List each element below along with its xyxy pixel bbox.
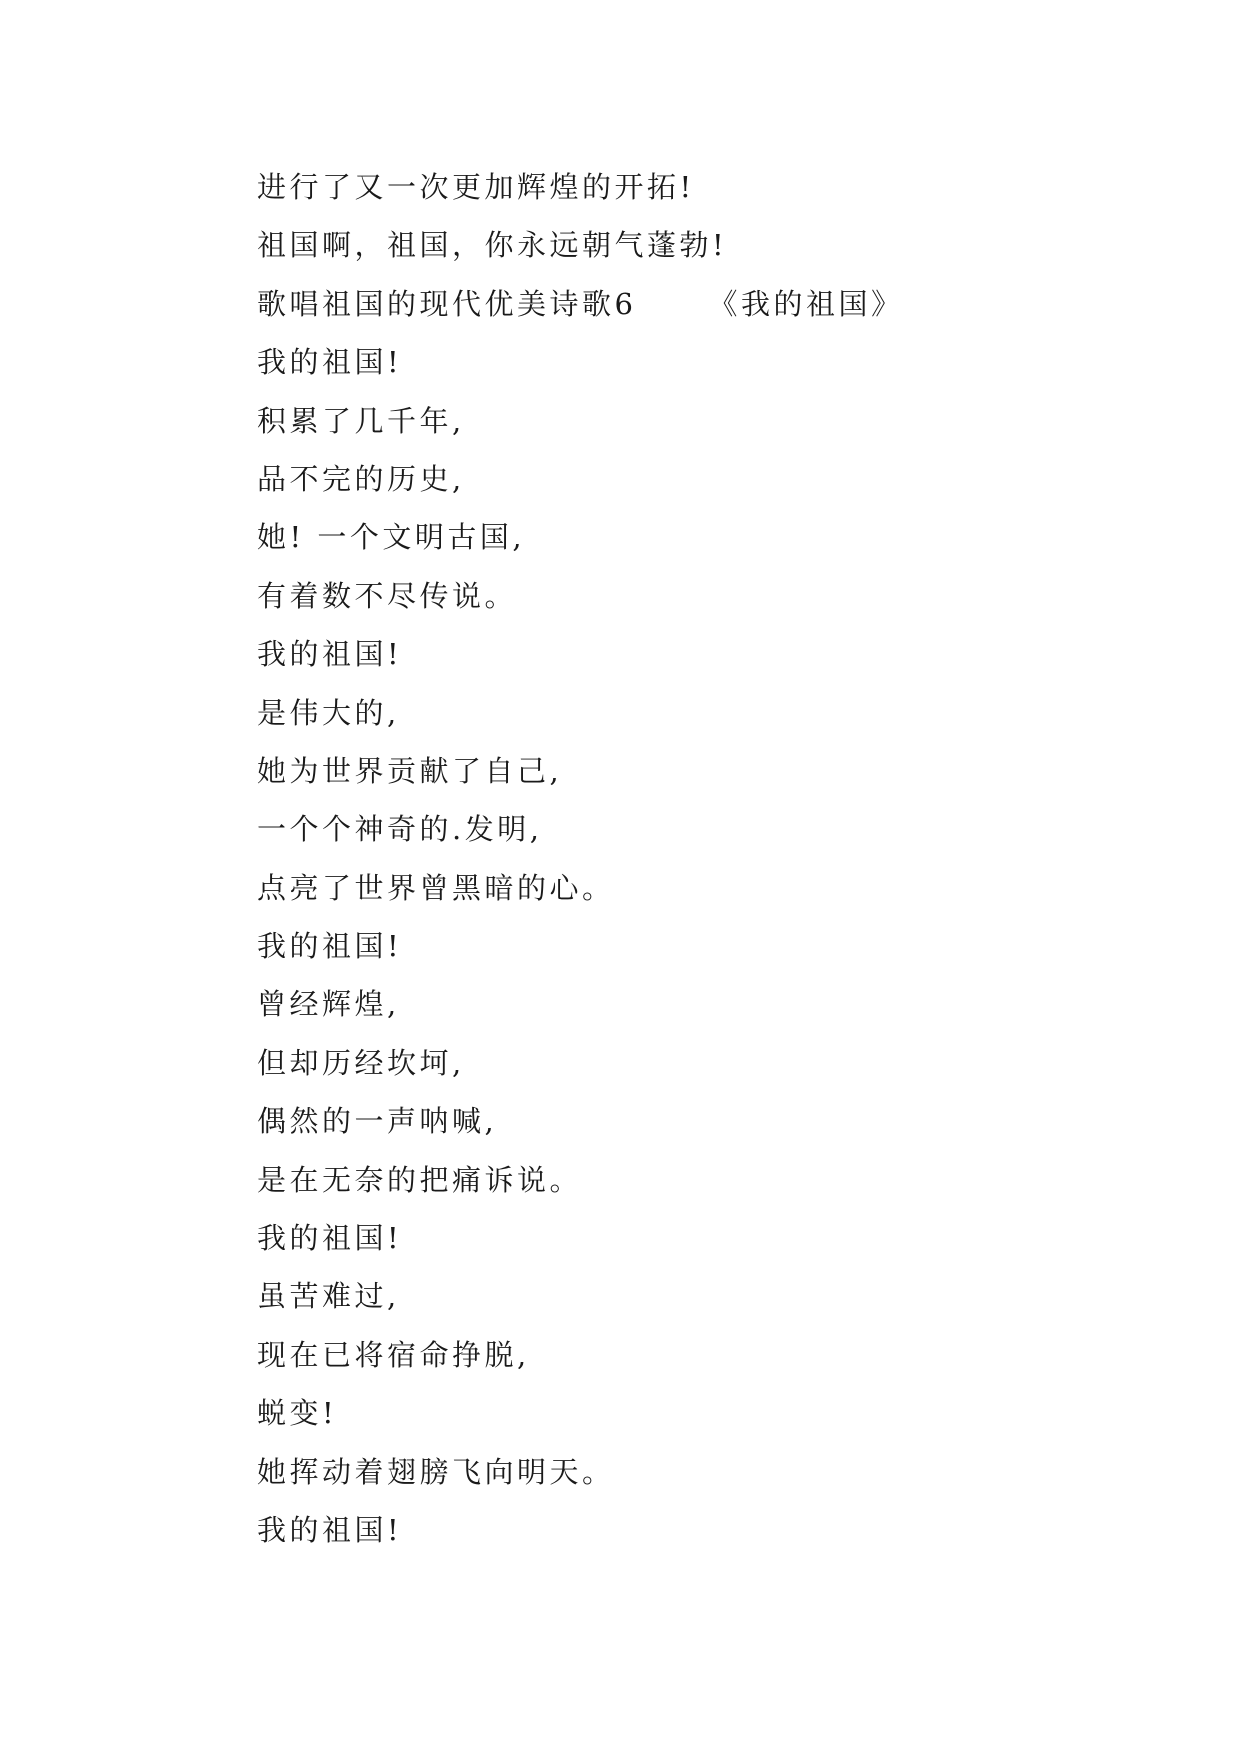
text-line: 蜕变!	[257, 1396, 338, 1431]
text-line: 是伟大的,	[257, 695, 400, 730]
text-line: 点亮了世界曾黑暗的心。	[257, 870, 615, 905]
text-line: 祖国啊，祖国，你永远朝气蓬勃!	[257, 228, 728, 263]
section-heading: 歌唱祖国的现代优美诗歌6	[257, 286, 637, 321]
text-line: 是在无奈的把痛诉说。	[257, 1162, 583, 1197]
text-line: 虽苦难过,	[257, 1279, 400, 1314]
text-line: 我的祖国!	[257, 1221, 403, 1256]
text-line: 我的祖国!	[257, 345, 403, 380]
text-line: 一个个神奇的.发明,	[257, 812, 543, 847]
text-line: 我的祖国!	[257, 637, 403, 672]
text-line: 我的祖国!	[257, 1512, 403, 1547]
text-line: 曾经辉煌,	[257, 987, 400, 1022]
text-line: 品不完的历史,	[257, 461, 465, 496]
poem-title: 《我的祖国》	[708, 286, 904, 321]
text-line: 有着数不尽传说。	[257, 578, 518, 613]
text-line: 她为世界贡献了自己,	[257, 753, 563, 788]
text-line: 现在已将宿命挣脱,	[257, 1337, 530, 1372]
text-line: 她! 一个文明古国,	[257, 520, 526, 555]
text-line: 但却历经坎坷,	[257, 1045, 465, 1080]
text-line: 进行了又一次更加辉煌的开拓!	[257, 170, 695, 204]
section-heading-line	[257, 275, 1157, 333]
text-line: 她挥动着翅膀飞向明天。	[257, 1454, 615, 1489]
poem-text	[257, 158, 1157, 1559]
text-line: 积累了几千年,	[257, 403, 465, 438]
text-line: 偶然的一声呐喊,	[257, 1104, 498, 1139]
text-line: 我的祖国!	[257, 929, 403, 964]
